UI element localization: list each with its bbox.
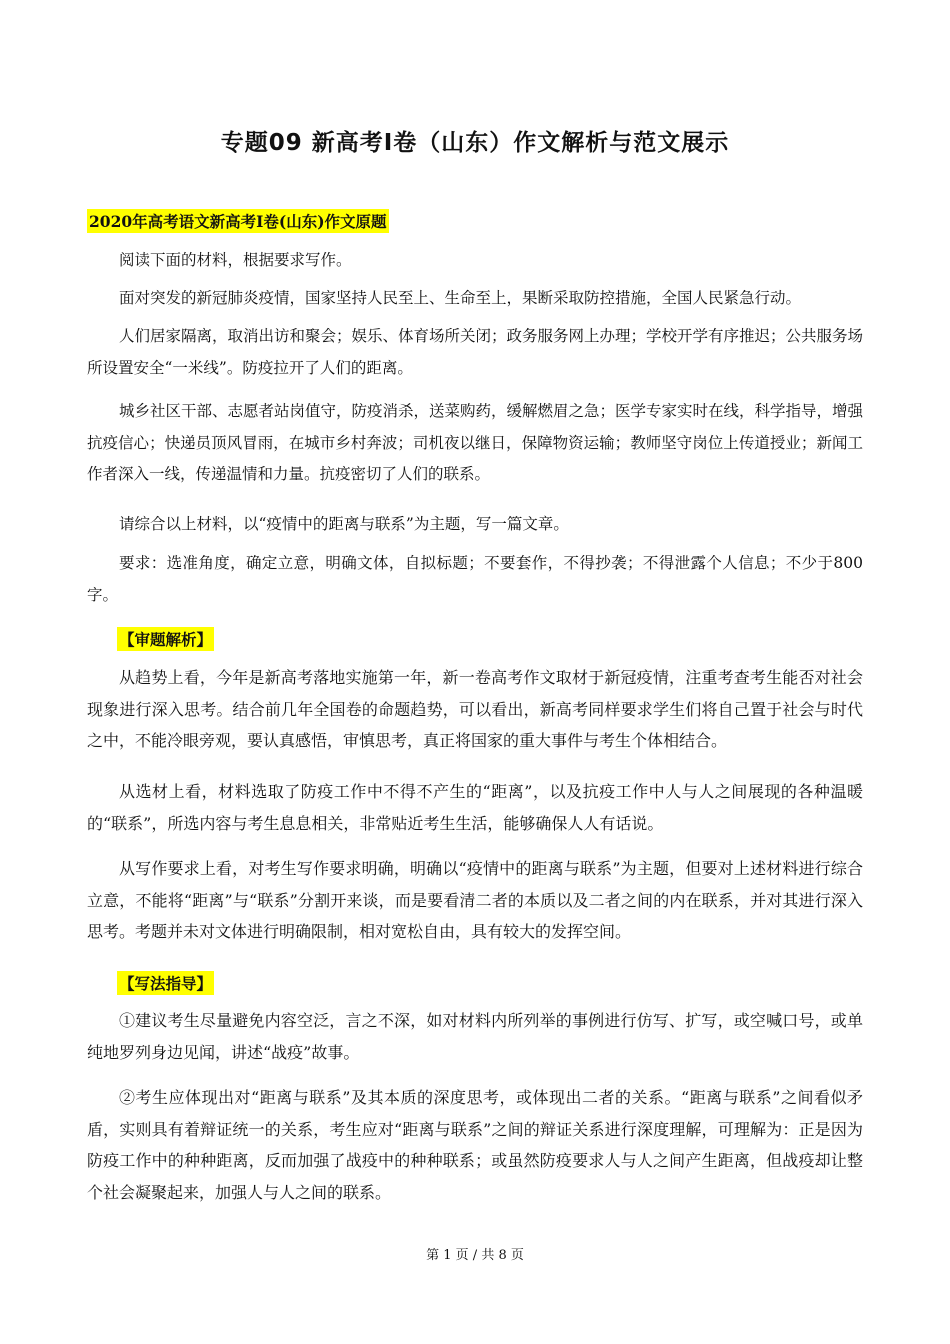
analysis-paragraph: 从趋势上看，今年是新高考落地实施第一年，新一卷高考作文取材于新冠疫情，注重考查考生能否对社会现象进行深入思考。结合前几年全国卷的命题趋势，可以看出，新高考同样要求学生们将自己置于社会与时代之中，不能冷眼旁观，要认真感悟，审慎思考，真正将国家的重大事件与考生个体相结合。 [87,668,863,750]
guide-paragraph: ①建议考生尽量避免内容空泛，言之不深，如对材料内所列举的事例进行仿写、扩写，或空喊口号，或单纯地罗列身边见闻，讲述“战疫”故事。 [87,1011,863,1062]
material-paragraph: 人们居家隔离，取消出访和聚会；娱乐、体育场所关闭；政务服务网上办理；学校开学有序推迟；公共服务场所设置安全“一米线”。防疫拉开了人们的距离。 [87,327,864,377]
guide-paragraph: ②考生应体现出对“距离与联系”及其本质的深度思考，或体现出二者的关系。“距离与联系”之间看似矛盾，实则具有着辩证统一的关系，考生应对“距离与联系”之间的辩证关系进行深度理解，可理解为：正是因为防疫工作中的种种距离，反而加强了战疫中的种种联系；或虽然防疫要求人与人之间产生距离，但战疫却让整个社会凝聚起来，加强人与人之间的联系。 [87,1088,863,1202]
exam-question-heading: 2020年高考语文新高考Ⅰ卷(山东)作文原题 [87,209,389,233]
material-paragraph: 要求：选准角度，确定立意，明确文体，自拟标题；不要套作，不得抄袭；不得泄露个人信息；不少于800字。 [87,554,863,604]
analysis-paragraph: 从选材上看，材料选取了防疫工作中不得不产生的“距离”，以及抗疫工作中人与人之间展现的各种温暖的“联系”，所选内容与考生息息相关，非常贴近考生生活，能够确保人人有话说。 [87,782,863,833]
material-paragraph: 阅读下面的材料，根据要求写作。 [119,251,352,269]
guide-heading: 【写法指导】 [117,971,214,995]
material-paragraph: 请综合以上材料，以“疫情中的距离与联系”为主题，写一篇文章。 [119,515,569,533]
material-paragraph: 城乡社区干部、志愿者站岗值守，防疫消杀，送菜购药，缓解燃眉之急；医学专家实时在线，科学指导，增强抗疫信心；快递员顶风冒雨，在城市乡村奔波；司机夜以继日，保障物资运输；教师坚守岗位上传道授业；新闻工作者深入一线，传递温情和力量。抗疫密切了人们的联系。 [87,402,864,483]
page-footer: 第 1 页 / 共 8 页 [426,1248,524,1263]
analysis-heading: 【审题解析】 [117,627,214,651]
analysis-paragraph: 从写作要求上看，对考生写作要求明确，明确以“疫情中的距离与联系”为主题，但要对上述材料进行综合立意，不能将“距离”与“联系”分割开来谈，而是要看清二者的本质以及二者之间的内在联系，并对其进行深入思考。考题并未对文体进行明确限制，相对宽松自由，具有较大的发挥空间。 [87,859,863,941]
material-paragraph: 面对突发的新冠肺炎疫情，国家坚持人民至上、生命至上，果断采取防控措施，全国人民紧急行动。 [119,289,802,307]
page-title: 专题09 新高考Ⅰ卷（山东）作文解析与范文展示 [220,130,730,156]
